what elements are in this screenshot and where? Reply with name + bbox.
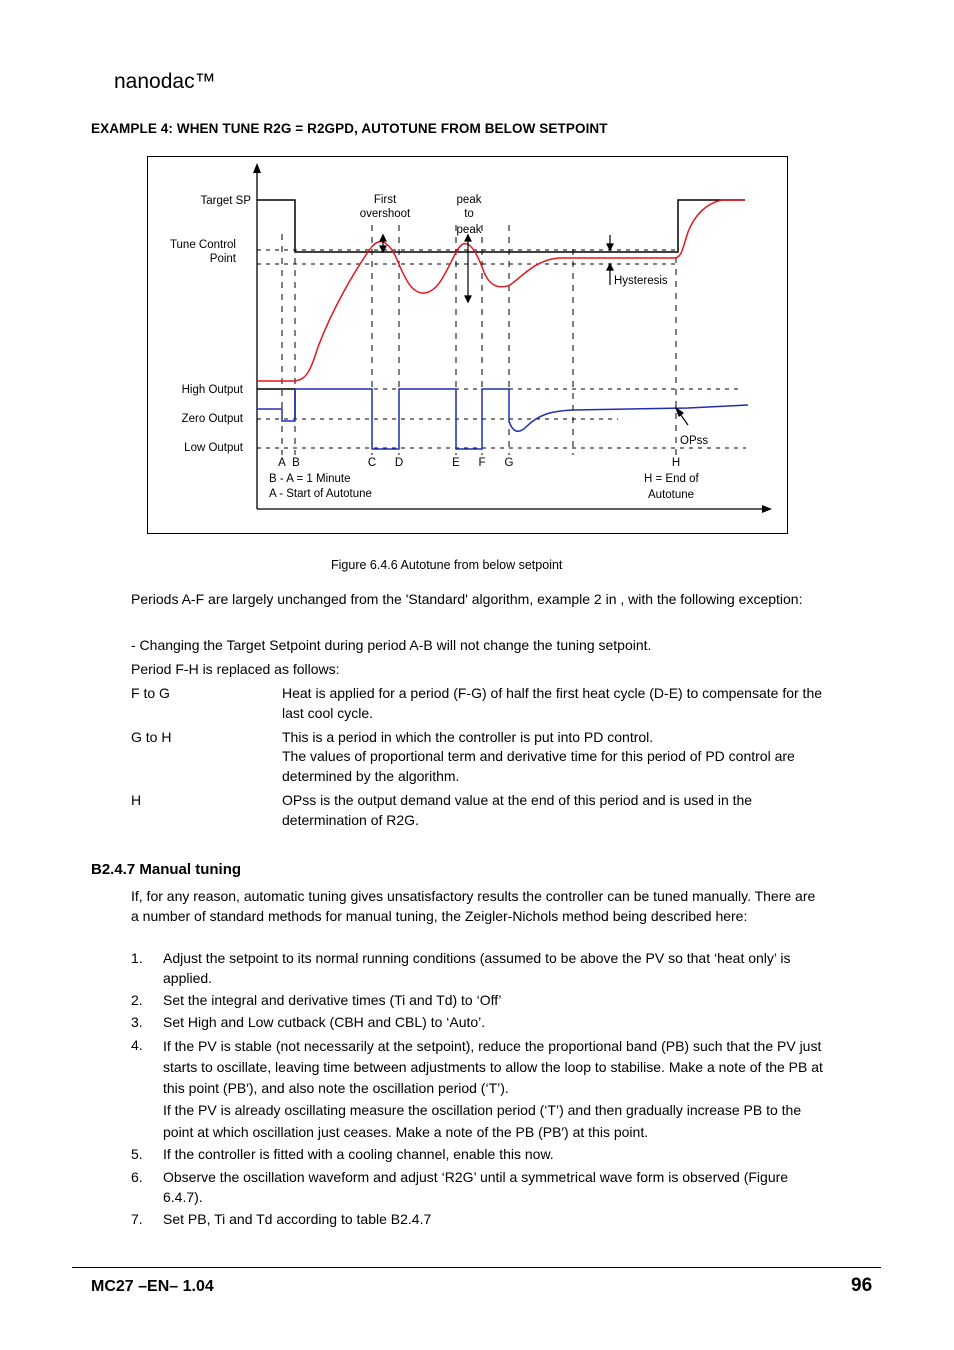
annotation-arrows <box>380 235 688 425</box>
step-text-continued: If the PV is already oscillating measure the oscillation period (‘T’) and then gradually increase PB to the point at which oscillation just ceases. Make a note of the PB (PB′) at this point. <box>163 1102 802 1140</box>
point-e: E <box>452 457 460 469</box>
definition-text: Heat is applied for a period (F-G) of half the first heat cycle (D-E) to compensate for the last cool cycle. <box>282 685 823 721</box>
step-text: Observe the oscillation waveform and adjust ‘R2G’ until a symmetrical wave form is observed (Figure 6.4.7). <box>163 1169 789 1205</box>
step-number: 7. <box>131 1211 143 1227</box>
label-overshoot: overshoot <box>359 208 411 220</box>
point-f: F <box>478 457 486 469</box>
definition-term: F to G <box>131 685 170 701</box>
definition-text-continued: The values of proportional term and derivative time for this period of PD control are determined by the algorithm. <box>282 748 795 784</box>
step-number: 1. <box>131 950 143 966</box>
pv-curve <box>257 200 745 381</box>
point-c: C <box>367 457 377 469</box>
label-peak: peak <box>456 194 482 206</box>
label-first: First <box>373 194 397 206</box>
intro-paragraph-3: Period F-H is replaced as follows: <box>131 661 340 677</box>
section-intro: If, for any reason, automatic tuning gives unsatisfactory results the controller can be tuned manually. There are a number of standard methods for manual tuning, the Zeigler-Nichols method being described here: <box>131 888 816 924</box>
footer-divider <box>72 1267 881 1268</box>
autotune-diagram <box>148 157 787 533</box>
step-number: 4. <box>131 1037 143 1053</box>
step-text: Set the integral and derivative times (Ti and Td) to ‘Off’ <box>163 992 502 1008</box>
label-zero-output: Zero Output <box>181 413 243 425</box>
document-id: MC27 –EN– 1.04 <box>91 1278 214 1295</box>
step-text: Set High and Low cutback (CBH and CBL) to ‘Auto’. <box>163 1014 486 1030</box>
step-text: If the controller is fitted with a cooling channel, enable this now. <box>163 1146 554 1162</box>
label-tune-point: Point <box>209 253 236 265</box>
step-text: Set PB, Ti and Td according to table B2.4.7 <box>163 1211 432 1227</box>
label-low-output: Low Output <box>184 442 243 454</box>
point-h: H <box>671 457 681 469</box>
y-axis-arrow <box>253 163 261 173</box>
definition-term: G to H <box>131 729 172 745</box>
step-number: 5. <box>131 1146 143 1162</box>
point-g: G <box>504 457 514 469</box>
x-axis-arrow <box>762 505 772 513</box>
note-end-autotune-2: Autotune <box>648 489 695 501</box>
target-sp-line <box>257 200 745 252</box>
note-end-autotune-1: H = End of <box>644 473 699 485</box>
step-number: 3. <box>131 1014 143 1030</box>
step-number: 6. <box>131 1169 143 1185</box>
example-heading: EXAMPLE 4: WHEN TUNE R2G = R2GPD, AUTOTUNE FROM BELOW SETPOINT <box>91 121 608 136</box>
step-text: Adjust the setpoint to its normal running conditions (assumed to be above the PV so that ‘heat only’ is applied. <box>163 950 791 986</box>
point-a: A <box>278 457 286 469</box>
label-opss: OPss <box>680 435 709 447</box>
label-tune-control: Tune Control <box>169 239 236 251</box>
point-d: D <box>394 457 404 469</box>
reference-lines <box>257 250 746 448</box>
point-b: B <box>292 457 300 469</box>
intro-paragraph-2: - Changing the Target Setpoint during period A-B will not change the tuning setpoint. <box>131 637 652 653</box>
figure-caption: Figure 6.4.6 Autotune from below setpoint <box>331 558 563 572</box>
output-step-line <box>257 389 295 419</box>
brand-title: nanodac™ <box>114 70 216 93</box>
autotune-figure <box>147 156 788 534</box>
page-number: 96 <box>851 1275 873 1296</box>
definition-text: OPss is the output demand value at the end of this period and is used in the determination of R2G. <box>282 792 753 828</box>
label-peak-2: peak <box>456 224 482 236</box>
step-number: 2. <box>131 992 143 1008</box>
intro-paragraph-1: Periods A-F are largely unchanged from the 'Standard' algorithm, example 2 in , with the following exception: <box>131 591 803 607</box>
definition-text: This is a period in which the controller is put into PD control. <box>282 729 654 745</box>
section-title: B2.4.7 Manual tuning <box>91 861 242 878</box>
label-to: to <box>464 208 474 220</box>
label-hysteresis: Hysteresis <box>614 275 668 287</box>
note-start-autotune: A - Start of Autotune <box>269 488 372 500</box>
step-text: If the PV is stable (not necessarily at the setpoint), reduce the proportional band (PB) such that the PV just starts to oscillate, leaving time between adjustments to allow the loop to stabilise. Make a note of the PB at this point (PB′), and also note the oscillation period (‘T’). <box>163 1038 823 1096</box>
label-high-output: High Output <box>181 384 243 396</box>
note-b-minus-a: B - A = 1 Minute <box>269 473 351 485</box>
definition-term: H <box>131 792 142 808</box>
label-target-sp: Target SP <box>200 195 251 207</box>
